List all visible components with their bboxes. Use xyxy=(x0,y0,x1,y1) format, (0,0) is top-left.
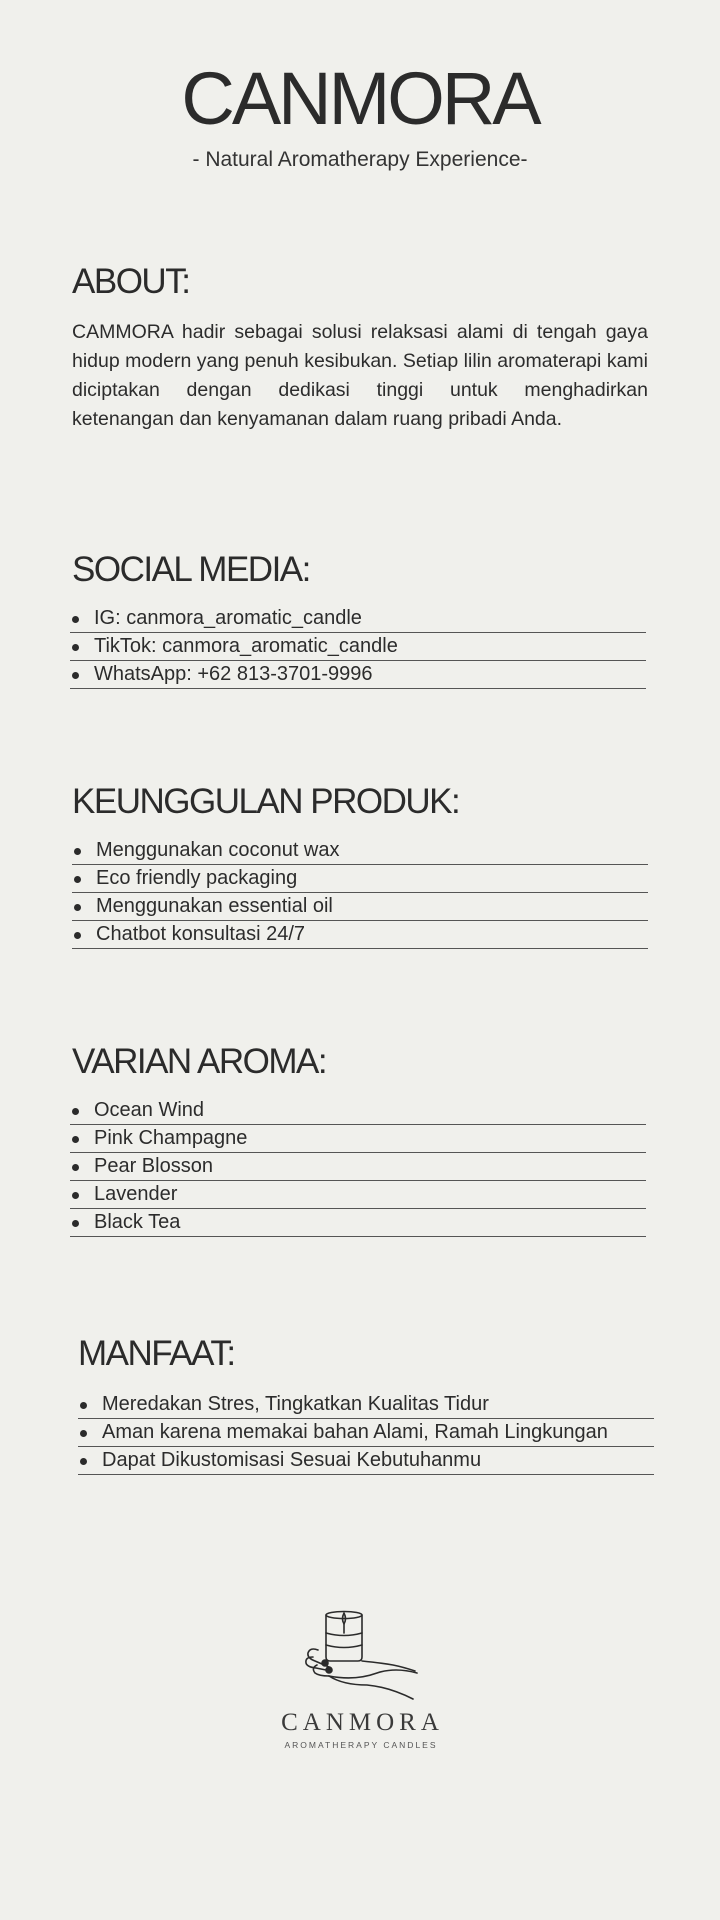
bullet-icon xyxy=(72,1164,79,1171)
bullet-icon xyxy=(72,616,79,623)
advantages-list xyxy=(72,837,648,949)
bullet-icon xyxy=(74,904,81,911)
scent-label: Pear Blosson xyxy=(94,1155,213,1177)
social-item-tiktok[interactable] xyxy=(70,633,646,661)
list-item xyxy=(70,1125,646,1153)
bullet-icon xyxy=(72,1192,79,1199)
scent-label: Pink Champagne xyxy=(94,1127,248,1149)
social-item-instagram[interactable] xyxy=(70,605,646,633)
bullet-icon xyxy=(72,1108,79,1115)
benefit-label: Meredakan Stres, Tingkatkan Kualitas Tidur xyxy=(102,1393,489,1415)
list-item xyxy=(70,1209,646,1237)
list-item xyxy=(78,1447,654,1475)
bullet-icon xyxy=(80,1430,87,1437)
benefit-label: Dapat Dikustomisasi Sesuai Kebutuhanmu xyxy=(102,1449,482,1471)
bullet-icon xyxy=(72,672,79,679)
advantage-label: Menggunakan essential oil xyxy=(96,895,333,917)
list-item xyxy=(70,1097,646,1125)
bullet-icon xyxy=(72,1220,79,1227)
bullet-icon xyxy=(80,1402,87,1409)
logo-name: CANMORA xyxy=(281,1709,444,1736)
about-heading: ABOUT: xyxy=(72,262,190,301)
bullet-icon xyxy=(72,1136,79,1143)
list-item xyxy=(78,1391,654,1419)
list-item xyxy=(70,1181,646,1209)
social-item-label: TikTok: canmora_aromatic_candle xyxy=(94,635,398,657)
list-item xyxy=(72,893,648,921)
list-item xyxy=(78,1419,654,1447)
brand-subtitle: - Natural Aromatherapy Experience- xyxy=(192,148,528,171)
advantage-label: Menggunakan coconut wax xyxy=(96,839,340,861)
logo-tagline: AROMATHERAPY CANDLES xyxy=(284,1740,438,1750)
scent-label: Black Tea xyxy=(94,1211,181,1233)
advantages-heading: KEUNGGULAN PRODUK: xyxy=(72,782,460,821)
benefits-heading: MANFAAT: xyxy=(78,1334,235,1373)
list-item xyxy=(72,921,648,949)
social-item-label: IG: canmora_aromatic_candle xyxy=(94,607,362,629)
social-media-list xyxy=(70,605,646,689)
advantage-label: Eco friendly packaging xyxy=(96,867,298,889)
social-item-label: WhatsApp: +62 813-3701-9996 xyxy=(94,663,373,685)
list-item xyxy=(72,837,648,865)
scent-label: Ocean Wind xyxy=(94,1099,205,1121)
list-item xyxy=(72,865,648,893)
social-item-whatsapp[interactable] xyxy=(70,661,646,689)
benefits-list xyxy=(78,1391,654,1475)
scent-label: Lavender xyxy=(94,1183,178,1205)
bullet-icon xyxy=(72,644,79,651)
hand-holding-candle-icon xyxy=(285,1605,435,1705)
brand-title: CANMORA xyxy=(181,57,539,140)
bullet-icon xyxy=(74,932,81,939)
bullet-icon xyxy=(74,876,81,883)
about-text: CAMMORA hadir sebagai solusi relaksasi alami di tengah gaya hidup modern yang penuh kesibukan. Setiap lilin aromaterapi kami diciptakan dengan dedikasi tinggi untuk menghadirkan ketenangan dan kenyamanan dalam ruang pribadi Anda. xyxy=(72,321,648,430)
brand-logo xyxy=(0,1605,720,1750)
social-media-heading: SOCIAL MEDIA: xyxy=(72,550,310,589)
scents-heading: VARIAN AROMA: xyxy=(72,1042,327,1081)
bullet-icon xyxy=(80,1458,87,1465)
advantage-label: Chatbot konsultasi 24/7 xyxy=(96,923,306,945)
scents-list xyxy=(70,1097,646,1237)
benefit-label: Aman karena memakai bahan Alami, Ramah Lingkungan xyxy=(102,1421,608,1443)
bullet-icon xyxy=(74,848,81,855)
list-item xyxy=(70,1153,646,1181)
